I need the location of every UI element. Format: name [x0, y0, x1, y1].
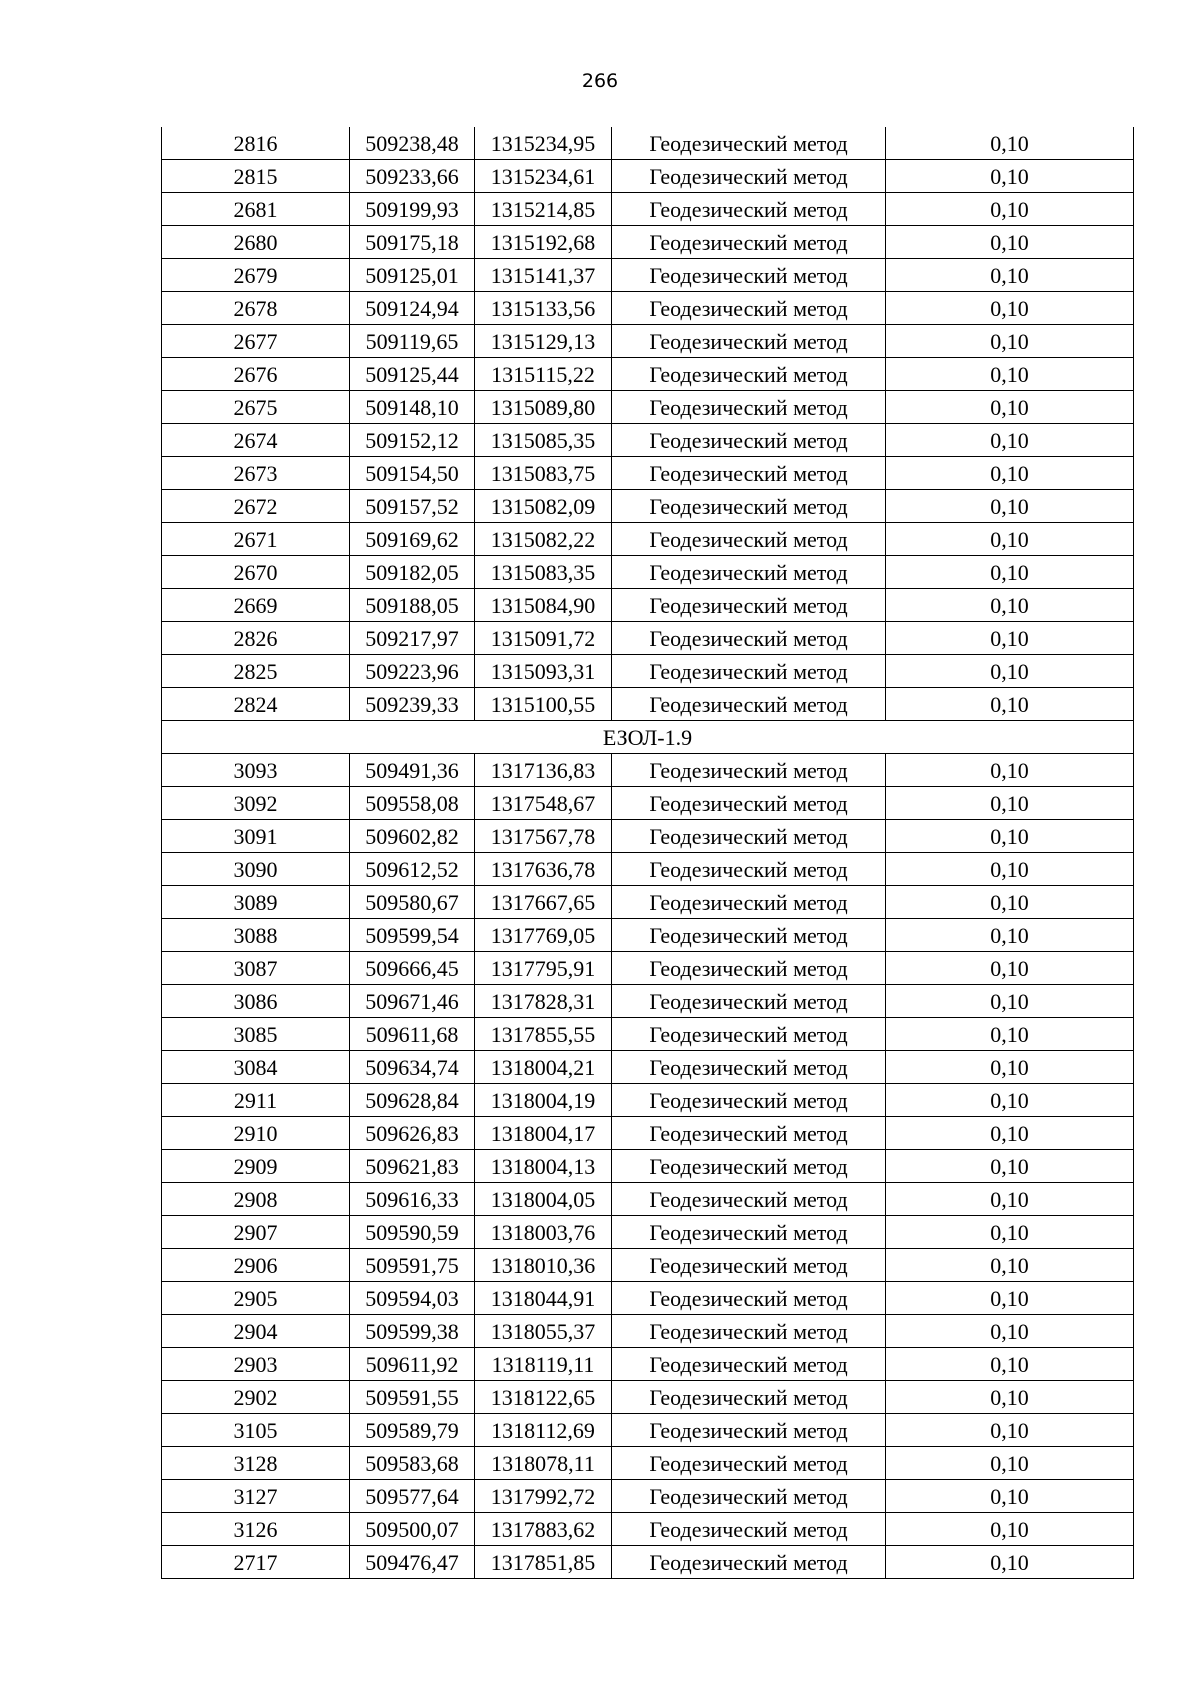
x-coordinate-cell: 509580,67 — [350, 886, 475, 919]
method-cell: Геодезический метод — [612, 985, 886, 1018]
table-row — [162, 325, 1134, 358]
point-number-cell: 2907 — [162, 1216, 350, 1249]
point-number-cell: 2908 — [162, 1183, 350, 1216]
table-row — [162, 391, 1134, 424]
y-coordinate-cell: 1318119,11 — [475, 1348, 612, 1381]
table-row — [162, 589, 1134, 622]
method-cell: Геодезический метод — [612, 424, 886, 457]
point-number-cell: 3093 — [162, 754, 350, 787]
method-cell: Геодезический метод — [612, 391, 886, 424]
x-coordinate-cell: 509599,38 — [350, 1315, 475, 1348]
point-number-cell: 2676 — [162, 358, 350, 391]
table-row — [162, 1216, 1134, 1249]
x-coordinate-cell: 509125,44 — [350, 358, 475, 391]
point-number-cell: 3105 — [162, 1414, 350, 1447]
x-coordinate-cell: 509591,75 — [350, 1249, 475, 1282]
y-coordinate-cell: 1317136,83 — [475, 754, 612, 787]
method-cell: Геодезический метод — [612, 1183, 886, 1216]
method-cell: Геодезический метод — [612, 490, 886, 523]
table-row — [162, 490, 1134, 523]
method-cell: Геодезический метод — [612, 952, 886, 985]
section-header-row — [162, 721, 1134, 754]
x-coordinate-cell: 509175,18 — [350, 226, 475, 259]
y-coordinate-cell: 1317851,85 — [475, 1546, 612, 1579]
point-number-cell: 2904 — [162, 1315, 350, 1348]
accuracy-cell: 0,10 — [886, 919, 1134, 952]
method-cell: Геодезический метод — [612, 1381, 886, 1414]
table-row — [162, 193, 1134, 226]
section-title: ЕЗОЛ-1.9 — [162, 721, 1134, 754]
method-cell: Геодезический метод — [612, 622, 886, 655]
method-cell: Геодезический метод — [612, 1447, 886, 1480]
point-number-cell: 2826 — [162, 622, 350, 655]
accuracy-cell: 0,10 — [886, 1381, 1134, 1414]
table-row — [162, 919, 1134, 952]
accuracy-cell: 0,10 — [886, 1282, 1134, 1315]
accuracy-cell: 0,10 — [886, 820, 1134, 853]
page-number: 266 — [581, 70, 619, 92]
x-coordinate-cell: 509152,12 — [350, 424, 475, 457]
y-coordinate-cell: 1318078,11 — [475, 1447, 612, 1480]
y-coordinate-cell: 1315214,85 — [475, 193, 612, 226]
point-number-cell: 2681 — [162, 193, 350, 226]
point-number-cell: 3089 — [162, 886, 350, 919]
table-row — [162, 1183, 1134, 1216]
method-cell: Геодезический метод — [612, 127, 886, 160]
table-row — [162, 1381, 1134, 1414]
x-coordinate-cell: 509188,05 — [350, 589, 475, 622]
x-coordinate-cell: 509500,07 — [350, 1513, 475, 1546]
accuracy-cell: 0,10 — [886, 1480, 1134, 1513]
x-coordinate-cell: 509616,33 — [350, 1183, 475, 1216]
point-number-cell: 3092 — [162, 787, 350, 820]
point-number-cell: 2903 — [162, 1348, 350, 1381]
table-row — [162, 358, 1134, 391]
table-row — [162, 985, 1134, 1018]
y-coordinate-cell: 1315084,90 — [475, 589, 612, 622]
y-coordinate-cell: 1315100,55 — [475, 688, 612, 721]
point-number-cell: 3127 — [162, 1480, 350, 1513]
point-number-cell: 2902 — [162, 1381, 350, 1414]
point-number-cell: 2909 — [162, 1150, 350, 1183]
table-row — [162, 259, 1134, 292]
y-coordinate-cell: 1315083,35 — [475, 556, 612, 589]
table-row — [162, 1051, 1134, 1084]
y-coordinate-cell: 1318003,76 — [475, 1216, 612, 1249]
y-coordinate-cell: 1318004,05 — [475, 1183, 612, 1216]
x-coordinate-cell: 509233,66 — [350, 160, 475, 193]
point-number-cell: 2815 — [162, 160, 350, 193]
accuracy-cell: 0,10 — [886, 490, 1134, 523]
x-coordinate-cell: 509119,65 — [350, 325, 475, 358]
table-row — [162, 754, 1134, 787]
table-row — [162, 226, 1134, 259]
x-coordinate-cell: 509612,52 — [350, 853, 475, 886]
accuracy-cell: 0,10 — [886, 1546, 1134, 1579]
y-coordinate-cell: 1317769,05 — [475, 919, 612, 952]
point-number-cell: 2674 — [162, 424, 350, 457]
accuracy-cell: 0,10 — [886, 160, 1134, 193]
table-row — [162, 523, 1134, 556]
table-row — [162, 1513, 1134, 1546]
method-cell: Геодезический метод — [612, 1282, 886, 1315]
table-row — [162, 1447, 1134, 1480]
y-coordinate-cell: 1318004,13 — [475, 1150, 612, 1183]
y-coordinate-cell: 1318122,65 — [475, 1381, 612, 1414]
accuracy-cell: 0,10 — [886, 1183, 1134, 1216]
table-row — [162, 853, 1134, 886]
accuracy-cell: 0,10 — [886, 1447, 1134, 1480]
method-cell: Геодезический метод — [612, 1513, 886, 1546]
accuracy-cell: 0,10 — [886, 622, 1134, 655]
coordinates-table — [161, 127, 1134, 1579]
point-number-cell: 2679 — [162, 259, 350, 292]
y-coordinate-cell: 1318004,21 — [475, 1051, 612, 1084]
table-row — [162, 160, 1134, 193]
table-row — [162, 1546, 1134, 1579]
point-number-cell: 2905 — [162, 1282, 350, 1315]
point-number-cell: 2671 — [162, 523, 350, 556]
method-cell: Геодезический метод — [612, 259, 886, 292]
accuracy-cell: 0,10 — [886, 391, 1134, 424]
y-coordinate-cell: 1318112,69 — [475, 1414, 612, 1447]
x-coordinate-cell: 509621,83 — [350, 1150, 475, 1183]
x-coordinate-cell: 509671,46 — [350, 985, 475, 1018]
method-cell: Геодезический метод — [612, 853, 886, 886]
accuracy-cell: 0,10 — [886, 1018, 1134, 1051]
accuracy-cell: 0,10 — [886, 1414, 1134, 1447]
method-cell: Геодезический метод — [612, 1018, 886, 1051]
table-row — [162, 1348, 1134, 1381]
y-coordinate-cell: 1317567,78 — [475, 820, 612, 853]
accuracy-cell: 0,10 — [886, 853, 1134, 886]
x-coordinate-cell: 509602,82 — [350, 820, 475, 853]
x-coordinate-cell: 509125,01 — [350, 259, 475, 292]
y-coordinate-cell: 1318010,36 — [475, 1249, 612, 1282]
x-coordinate-cell: 509157,52 — [350, 490, 475, 523]
x-coordinate-cell: 509583,68 — [350, 1447, 475, 1480]
method-cell: Геодезический метод — [612, 1051, 886, 1084]
accuracy-cell: 0,10 — [886, 1513, 1134, 1546]
method-cell: Геодезический метод — [612, 1249, 886, 1282]
x-coordinate-cell: 509169,62 — [350, 523, 475, 556]
method-cell: Геодезический метод — [612, 886, 886, 919]
accuracy-cell: 0,10 — [886, 292, 1134, 325]
table-row — [162, 622, 1134, 655]
point-number-cell: 2673 — [162, 457, 350, 490]
y-coordinate-cell: 1317883,62 — [475, 1513, 612, 1546]
accuracy-cell: 0,10 — [886, 226, 1134, 259]
table-row — [162, 952, 1134, 985]
point-number-cell: 2906 — [162, 1249, 350, 1282]
accuracy-cell: 0,10 — [886, 1150, 1134, 1183]
x-coordinate-cell: 509154,50 — [350, 457, 475, 490]
x-coordinate-cell: 509611,68 — [350, 1018, 475, 1051]
x-coordinate-cell: 509577,64 — [350, 1480, 475, 1513]
point-number-cell: 2672 — [162, 490, 350, 523]
table-row — [162, 556, 1134, 589]
accuracy-cell: 0,10 — [886, 688, 1134, 721]
point-number-cell: 3091 — [162, 820, 350, 853]
point-number-cell: 2825 — [162, 655, 350, 688]
method-cell: Геодезический метод — [612, 589, 886, 622]
method-cell: Геодезический метод — [612, 1480, 886, 1513]
y-coordinate-cell: 1315234,95 — [475, 127, 612, 160]
method-cell: Геодезический метод — [612, 457, 886, 490]
x-coordinate-cell: 509124,94 — [350, 292, 475, 325]
point-number-cell: 3087 — [162, 952, 350, 985]
y-coordinate-cell: 1318044,91 — [475, 1282, 612, 1315]
method-cell: Геодезический метод — [612, 325, 886, 358]
y-coordinate-cell: 1315082,09 — [475, 490, 612, 523]
method-cell: Геодезический метод — [612, 193, 886, 226]
y-coordinate-cell: 1317636,78 — [475, 853, 612, 886]
accuracy-cell: 0,10 — [886, 556, 1134, 589]
accuracy-cell: 0,10 — [886, 1051, 1134, 1084]
x-coordinate-cell: 509491,36 — [350, 754, 475, 787]
x-coordinate-cell: 509634,74 — [350, 1051, 475, 1084]
y-coordinate-cell: 1317992,72 — [475, 1480, 612, 1513]
coordinates-table-body — [162, 127, 1134, 1579]
y-coordinate-cell: 1315115,22 — [475, 358, 612, 391]
method-cell: Геодезический метод — [612, 1150, 886, 1183]
accuracy-cell: 0,10 — [886, 886, 1134, 919]
method-cell: Геодезический метод — [612, 754, 886, 787]
point-number-cell: 2669 — [162, 589, 350, 622]
y-coordinate-cell: 1315192,68 — [475, 226, 612, 259]
accuracy-cell: 0,10 — [886, 358, 1134, 391]
method-cell: Геодезический метод — [612, 1315, 886, 1348]
point-number-cell: 3086 — [162, 985, 350, 1018]
x-coordinate-cell: 509476,47 — [350, 1546, 475, 1579]
accuracy-cell: 0,10 — [886, 1249, 1134, 1282]
table-row — [162, 1084, 1134, 1117]
point-number-cell: 2678 — [162, 292, 350, 325]
y-coordinate-cell: 1315082,22 — [475, 523, 612, 556]
method-cell: Геодезический метод — [612, 160, 886, 193]
table-row — [162, 1480, 1134, 1513]
x-coordinate-cell: 509223,96 — [350, 655, 475, 688]
x-coordinate-cell: 509591,55 — [350, 1381, 475, 1414]
point-number-cell: 3085 — [162, 1018, 350, 1051]
point-number-cell: 2816 — [162, 127, 350, 160]
point-number-cell: 2910 — [162, 1117, 350, 1150]
table-row — [162, 424, 1134, 457]
point-number-cell: 3128 — [162, 1447, 350, 1480]
method-cell: Геодезический метод — [612, 1084, 886, 1117]
accuracy-cell: 0,10 — [886, 1216, 1134, 1249]
x-coordinate-cell: 509589,79 — [350, 1414, 475, 1447]
method-cell: Геодезический метод — [612, 292, 886, 325]
y-coordinate-cell: 1315083,75 — [475, 457, 612, 490]
point-number-cell: 2680 — [162, 226, 350, 259]
accuracy-cell: 0,10 — [886, 1348, 1134, 1381]
accuracy-cell: 0,10 — [886, 127, 1134, 160]
x-coordinate-cell: 509599,54 — [350, 919, 475, 952]
y-coordinate-cell: 1317795,91 — [475, 952, 612, 985]
point-number-cell: 2670 — [162, 556, 350, 589]
method-cell: Геодезический метод — [612, 1348, 886, 1381]
table-row — [162, 1414, 1134, 1447]
x-coordinate-cell: 509148,10 — [350, 391, 475, 424]
y-coordinate-cell: 1315091,72 — [475, 622, 612, 655]
y-coordinate-cell: 1318004,19 — [475, 1084, 612, 1117]
x-coordinate-cell: 509666,45 — [350, 952, 475, 985]
accuracy-cell: 0,10 — [886, 457, 1134, 490]
accuracy-cell: 0,10 — [886, 424, 1134, 457]
table-row — [162, 655, 1134, 688]
x-coordinate-cell: 509238,48 — [350, 127, 475, 160]
x-coordinate-cell: 509199,93 — [350, 193, 475, 226]
y-coordinate-cell: 1317855,55 — [475, 1018, 612, 1051]
point-number-cell: 3084 — [162, 1051, 350, 1084]
method-cell: Геодезический метод — [612, 1414, 886, 1447]
y-coordinate-cell: 1315129,13 — [475, 325, 612, 358]
table-row — [162, 1018, 1134, 1051]
x-coordinate-cell: 509590,59 — [350, 1216, 475, 1249]
point-number-cell: 3088 — [162, 919, 350, 952]
table-row — [162, 127, 1134, 160]
accuracy-cell: 0,10 — [886, 787, 1134, 820]
accuracy-cell: 0,10 — [886, 259, 1134, 292]
accuracy-cell: 0,10 — [886, 985, 1134, 1018]
method-cell: Геодезический метод — [612, 1546, 886, 1579]
y-coordinate-cell: 1317667,65 — [475, 886, 612, 919]
accuracy-cell: 0,10 — [886, 1117, 1134, 1150]
accuracy-cell: 0,10 — [886, 589, 1134, 622]
method-cell: Геодезический метод — [612, 556, 886, 589]
y-coordinate-cell: 1317828,31 — [475, 985, 612, 1018]
accuracy-cell: 0,10 — [886, 655, 1134, 688]
accuracy-cell: 0,10 — [886, 523, 1134, 556]
table-row — [162, 1282, 1134, 1315]
method-cell: Геодезический метод — [612, 688, 886, 721]
point-number-cell: 2911 — [162, 1084, 350, 1117]
point-number-cell: 3090 — [162, 853, 350, 886]
point-number-cell: 2717 — [162, 1546, 350, 1579]
x-coordinate-cell: 509182,05 — [350, 556, 475, 589]
method-cell: Геодезический метод — [612, 655, 886, 688]
y-coordinate-cell: 1318055,37 — [475, 1315, 612, 1348]
x-coordinate-cell: 509239,33 — [350, 688, 475, 721]
point-number-cell: 3126 — [162, 1513, 350, 1546]
accuracy-cell: 0,10 — [886, 952, 1134, 985]
method-cell: Геодезический метод — [612, 226, 886, 259]
accuracy-cell: 0,10 — [886, 754, 1134, 787]
x-coordinate-cell: 509594,03 — [350, 1282, 475, 1315]
y-coordinate-cell: 1315089,80 — [475, 391, 612, 424]
table-row — [162, 787, 1134, 820]
x-coordinate-cell: 509217,97 — [350, 622, 475, 655]
y-coordinate-cell: 1315093,31 — [475, 655, 612, 688]
table-row — [162, 1150, 1134, 1183]
y-coordinate-cell: 1318004,17 — [475, 1117, 612, 1150]
method-cell: Геодезический метод — [612, 358, 886, 391]
table-row — [162, 292, 1134, 325]
table-row — [162, 688, 1134, 721]
method-cell: Геодезический метод — [612, 1216, 886, 1249]
x-coordinate-cell: 509558,08 — [350, 787, 475, 820]
method-cell: Геодезический метод — [612, 787, 886, 820]
table-row — [162, 1249, 1134, 1282]
method-cell: Геодезический метод — [612, 919, 886, 952]
y-coordinate-cell: 1315141,37 — [475, 259, 612, 292]
x-coordinate-cell: 509611,92 — [350, 1348, 475, 1381]
x-coordinate-cell: 509626,83 — [350, 1117, 475, 1150]
y-coordinate-cell: 1315085,35 — [475, 424, 612, 457]
y-coordinate-cell: 1317548,67 — [475, 787, 612, 820]
x-coordinate-cell: 509628,84 — [350, 1084, 475, 1117]
accuracy-cell: 0,10 — [886, 193, 1134, 226]
y-coordinate-cell: 1315133,56 — [475, 292, 612, 325]
table-row — [162, 886, 1134, 919]
method-cell: Геодезический метод — [612, 820, 886, 853]
table-row — [162, 820, 1134, 853]
table-row — [162, 1117, 1134, 1150]
y-coordinate-cell: 1315234,61 — [475, 160, 612, 193]
point-number-cell: 2824 — [162, 688, 350, 721]
table-row — [162, 457, 1134, 490]
method-cell: Геодезический метод — [612, 1117, 886, 1150]
table-row — [162, 1315, 1134, 1348]
point-number-cell: 2675 — [162, 391, 350, 424]
accuracy-cell: 0,10 — [886, 1084, 1134, 1117]
method-cell: Геодезический метод — [612, 523, 886, 556]
accuracy-cell: 0,10 — [886, 1315, 1134, 1348]
point-number-cell: 2677 — [162, 325, 350, 358]
accuracy-cell: 0,10 — [886, 325, 1134, 358]
